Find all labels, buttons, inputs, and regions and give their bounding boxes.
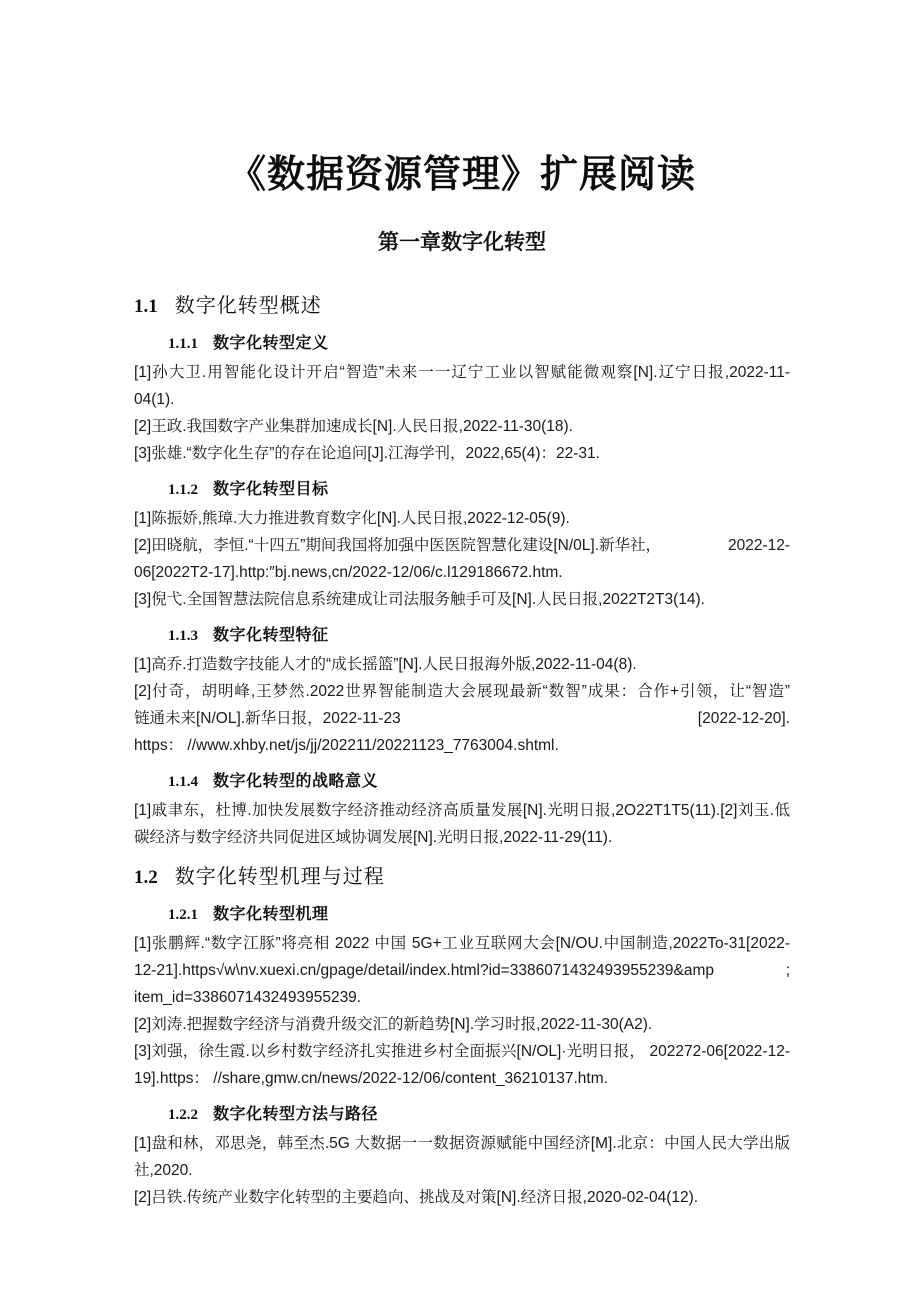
section-title: 数字化转型目标 [213,481,329,498]
section-heading-1.1.4 [168,771,790,793]
reference-line: [2]付奇，胡明峰,王梦然.2022世界智能制造大会展现最新“数智”成果：合作+引领，让“智造” [134,683,790,700]
section-heading-1.2.1 [168,904,790,926]
reference-line: 19].https： //share,gmw.cn/news/2022-12/06/content_36210137.htm. [134,1070,608,1087]
reference-line: https： //www.xhby.net/js/jj/202211/20221123_7763004.shtml. [134,737,559,754]
section-heading-1.2 [134,863,790,892]
reference-line [134,532,790,559]
section-heading-1.1.1 [168,333,790,355]
section-heading-1.1.3 [168,625,790,647]
reference-line: 碳经济与数字经济共同促进区域协调发展[N].光明日报,2022-11-29(11). [134,829,613,846]
reference-text: [2]田晓航，李恒.“十四五”期间我国将加强中医医院智慧化建设[N/0L].新华社， [134,537,662,554]
reference-text: ; [785,962,790,979]
reference-line: [1]孙大卫.用智能化设计开启“智造”未来一一辽宁工业以智赋能微观察[N].辽宁日报,2022-11- [134,364,790,381]
reference-line: [3]倪弋.全国智慧法院信息系统建成让司法服务触手可及[N].人民日报,2022T2T3(14). [134,591,705,608]
reference-line: [1]张鹏辉.“数字江豚”将亮相 2022 中国 5G+工业互联网大会[N/OU.中国制造,2022To-31[2022- [134,935,790,952]
section-heading-1.1 [134,292,790,321]
reference-text: [2022-12-20]. [697,710,790,727]
section-title: 数字化转型定义 [213,335,329,352]
section-number: 1.1.4 [168,774,198,790]
section-title: 数字化转型方法与路径 [213,1106,379,1123]
section-title: 数字化转型机理 [213,906,329,923]
reference-line: [1]戚聿东，杜博.加快发展数字经济推动经济高质量发展[N].光明日报,2O22T1T5(11).[2]刘玉.低 [134,802,790,819]
reference-text: 12-21].https√w\nv.xuexi.cn/gpage/detail/index.html?id=3386071432493955239&amp [134,962,714,979]
section-number: 1.1 [134,296,158,317]
section-heading-1.2.2 [168,1104,790,1126]
document-body [134,292,790,1211]
reference-line [134,957,790,984]
section-number: 1.2.1 [168,907,198,923]
reference-line: [1]盘和林，邓思尧，韩至杰.5G 大数据一一数据资源赋能中国经济[M].北京：中国人民大学出版 [134,1135,790,1152]
reference-line: [2]刘涛.把握数字经济与消费升级交汇的新趋势[N].学习时报,2022-11-30(A2). [134,1016,653,1033]
reference-line: 04(1). [134,391,175,408]
reference-line [134,705,790,732]
section-title: 数字化转型机理与过程 [174,866,385,888]
reference-line: [3]刘强，徐生霞.以乡村数字经济扎实推进乡村全面振兴[N/OL]·光明日报， 202272-06[2022-12- [134,1043,790,1060]
reference-line: [1]高乔.打造数字技能人才的“成长摇篮”[N].人民日报海外版,2022-11-04(8). [134,656,637,673]
section-number: 1.1.1 [168,336,198,352]
section-number: 1.1.3 [168,628,198,644]
reference-text: 链通未来[N/OL].新华日报，2022-11-23 [134,710,401,727]
chapter-title: 第一章数字化转型 [378,231,546,254]
section-title: 数字化转型概述 [174,295,322,317]
reference-text: 2022-12- [727,537,790,554]
section-number: 1.2.2 [168,1107,198,1123]
section-title: 数字化转型的战略意义 [213,773,379,790]
reference-line: [3]张雄.“数字化生存”的存在论追问[J].江海学刊，2022,65(4)：22-31. [134,445,600,462]
section-title: 数字化转型特征 [213,627,329,644]
section-heading-1.1.2 [168,479,790,501]
page-title: 《数据资源管理》扩展阅读 [227,154,696,196]
reference-line: [2]吕铁.传统产业数字化转型的主要趋向、挑战及对策[N].经济日报,2020-02-04(12). [134,1189,699,1206]
reference-line: [2]王政.我国数字产业集群加速成长[N].人民日报,2022-11-30(18). [134,418,573,435]
reference-line: [1]陈振娇,熊璋.大力推进教育数字化[N].人民日报,2022-12-05(9). [134,510,570,527]
reference-line: 社,2020. [134,1162,193,1179]
reference-line: item_id=3386071432493955239. [134,989,362,1006]
section-number: 1.2 [134,867,158,888]
section-number: 1.1.2 [168,482,198,498]
reference-line: 06[2022T2-17].http:″bj.news,cn/2022-12/06/c.l129186672.htm. [134,564,563,581]
